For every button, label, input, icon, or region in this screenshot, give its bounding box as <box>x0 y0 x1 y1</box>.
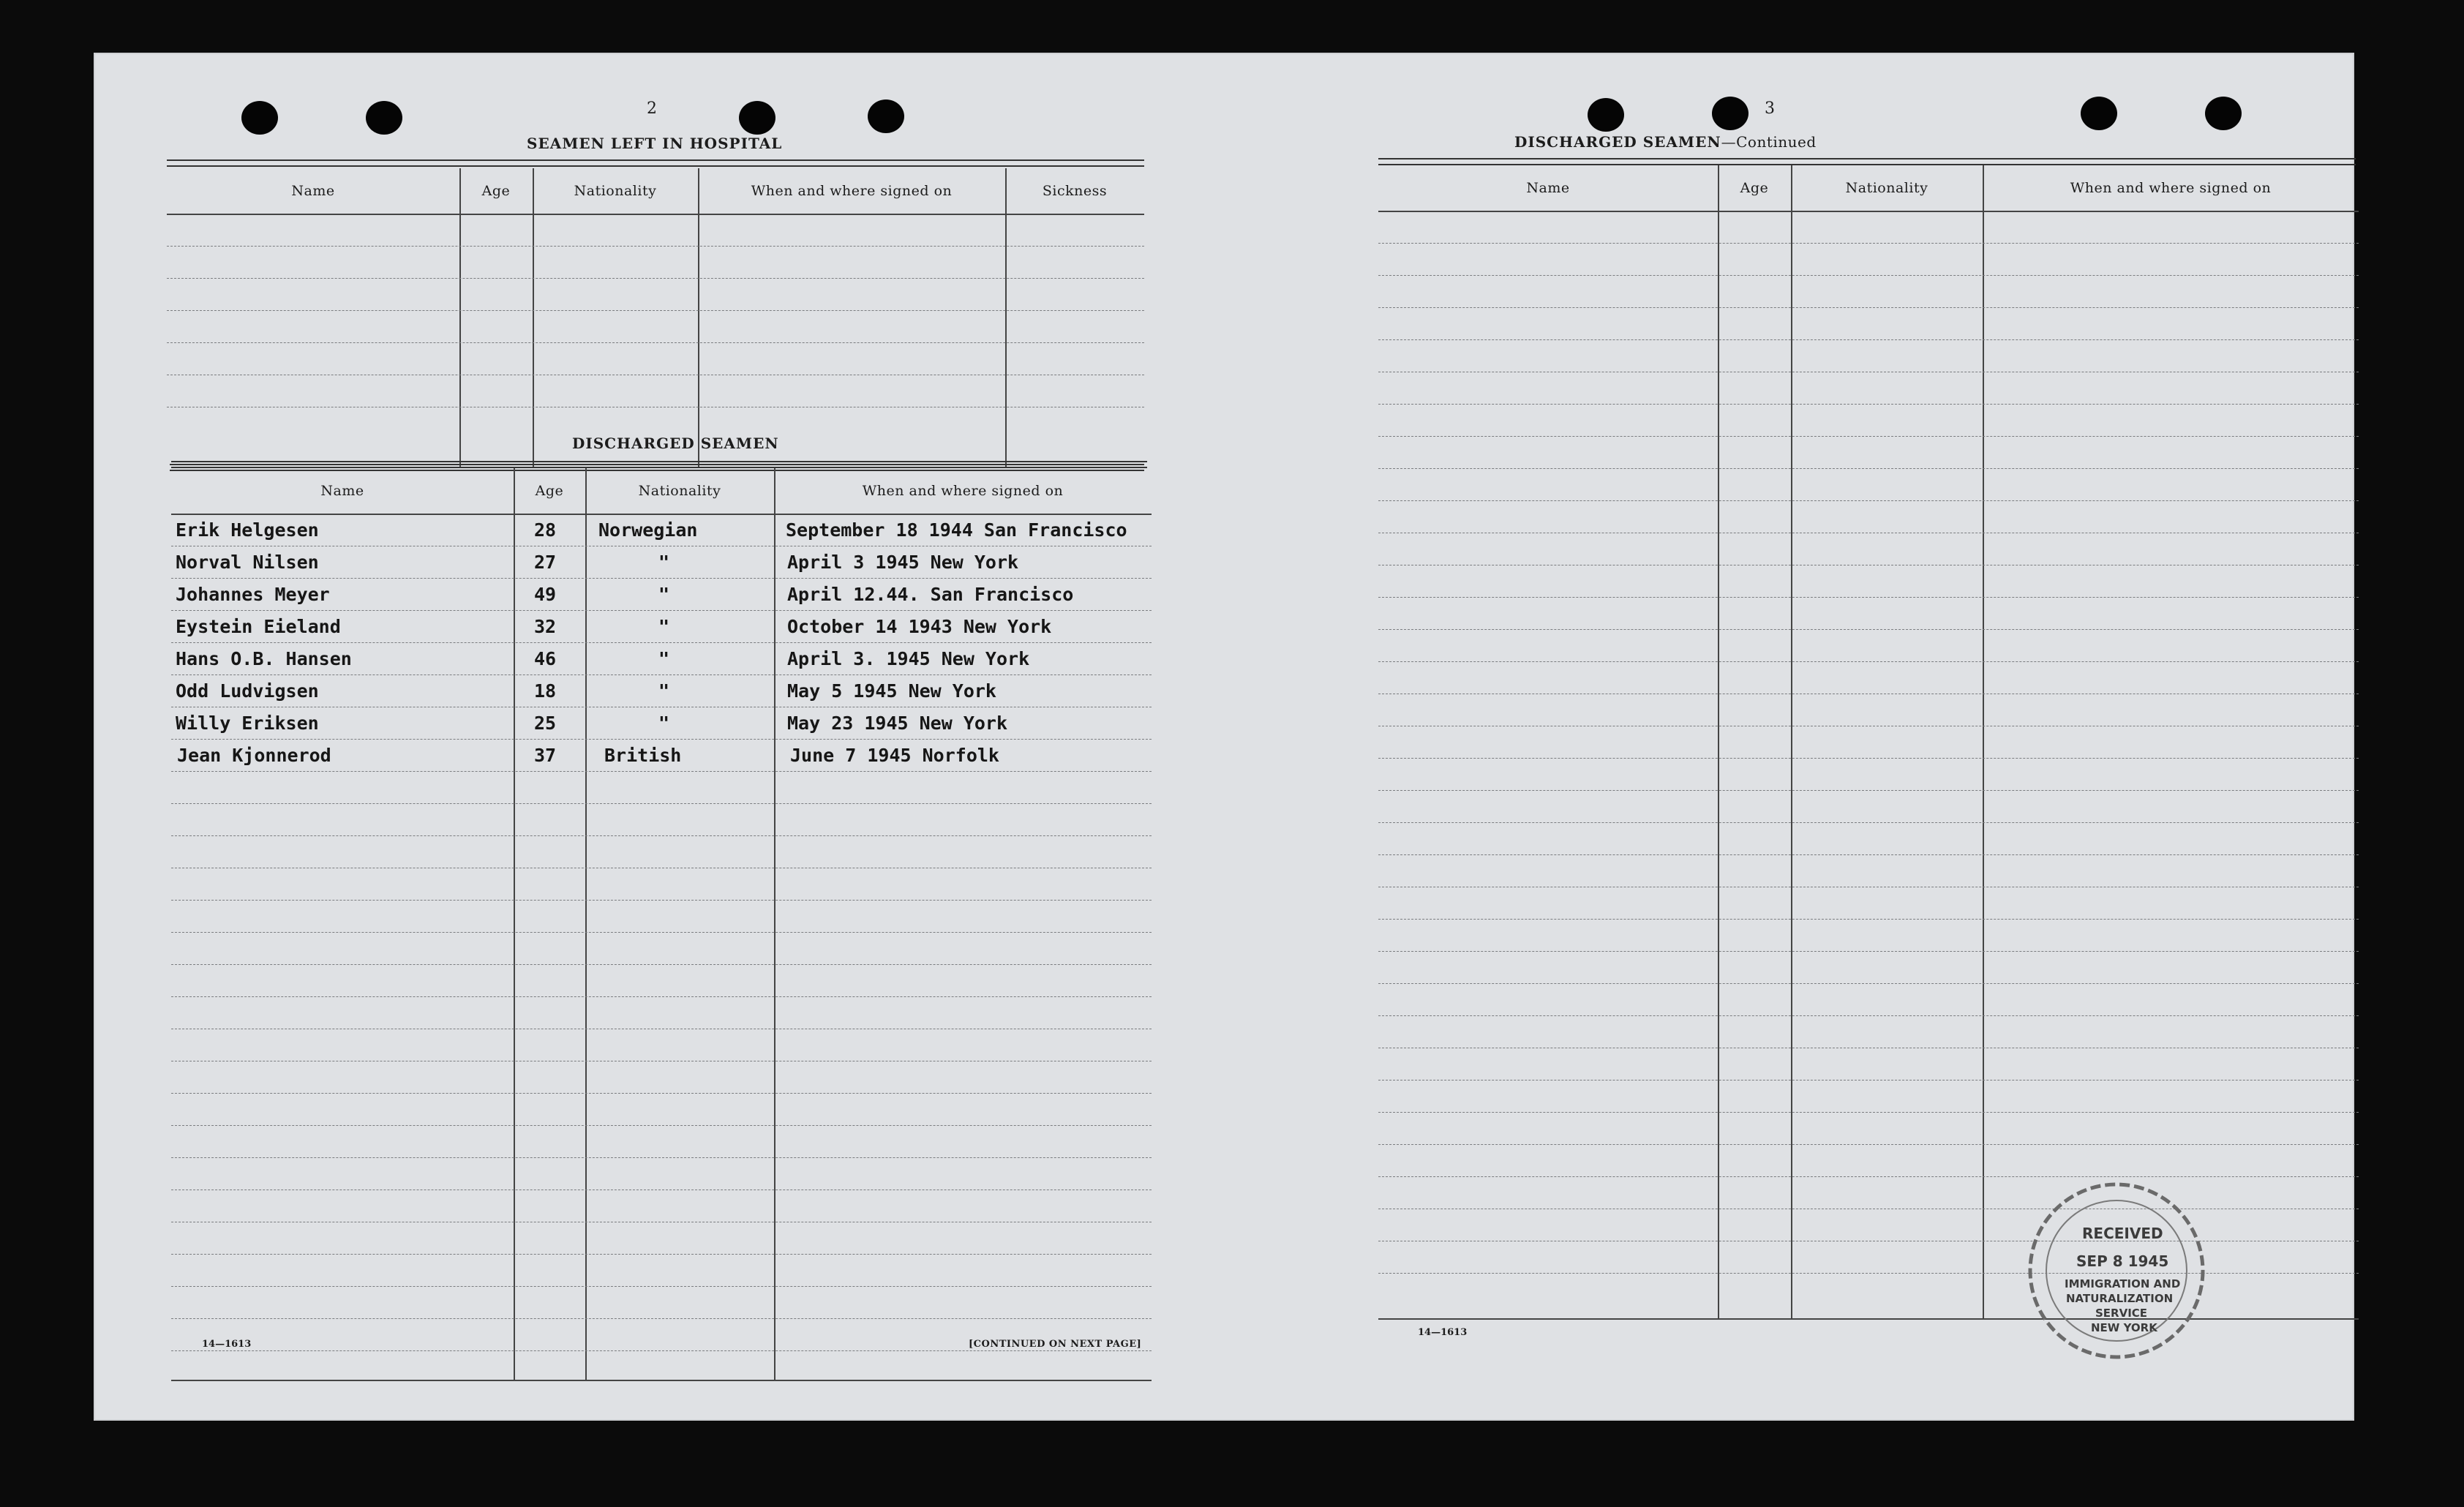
column-header: Nationality <box>638 483 721 499</box>
stamp-line: NEW YORK <box>2091 1321 2157 1334</box>
ruled-line <box>1378 1273 2359 1274</box>
nationality-cell: " <box>658 616 670 637</box>
ruled-line <box>1378 629 2359 630</box>
column-header: Age <box>535 483 564 499</box>
header-rule <box>167 214 1144 215</box>
ruled-line <box>1378 1015 2359 1016</box>
stamp-line: IMMIGRATION AND <box>2065 1277 2181 1290</box>
table-row <box>171 546 1152 578</box>
discharged-table <box>171 468 1152 1381</box>
ruled-line <box>171 1093 1152 1094</box>
ruled-line <box>1378 307 2359 308</box>
column-header: When and where signed on <box>862 483 1064 499</box>
age-cell: 46 <box>534 648 557 669</box>
ruled-line <box>1378 243 2359 244</box>
nationality-cell: " <box>658 680 670 702</box>
name-cell: Erik Helgesen <box>176 519 319 541</box>
continued-note: [CONTINUED ON NEXT PAGE] <box>969 1339 1142 1350</box>
signed-on-cell: April 3. 1945 New York <box>787 648 1030 669</box>
age-cell: 37 <box>534 745 557 766</box>
nationality-cell: " <box>658 552 670 573</box>
column-header: When and where signed on <box>751 183 953 199</box>
name-cell: Norval Nilsen <box>176 552 319 573</box>
table-row <box>171 514 1152 546</box>
ruled-line <box>1378 1176 2359 1177</box>
ruled-line <box>1378 661 2359 662</box>
ruled-line <box>171 1125 1152 1126</box>
ruled-line <box>1378 436 2359 437</box>
column-header: Age <box>1740 180 1769 196</box>
ruled-line <box>171 1157 1152 1158</box>
document-paper <box>94 53 2354 1421</box>
received-stamp <box>2025 1179 2208 1362</box>
name-cell: Eystein Eieland <box>176 616 341 637</box>
column-divider <box>1983 165 1984 1320</box>
page-number: 2 <box>647 99 657 118</box>
table-row <box>171 642 1152 674</box>
column-header: Nationality <box>1845 180 1928 196</box>
ruled-line <box>171 835 1152 836</box>
column-header: Nationality <box>574 183 657 199</box>
ruled-line <box>171 1350 1152 1351</box>
title-text: DISCHARGED SEAMEN <box>1514 133 1721 151</box>
stamp-line: SERVICE <box>2095 1307 2148 1320</box>
ruled-line <box>1378 597 2359 598</box>
ruled-line <box>171 1286 1152 1287</box>
ruled-line <box>171 771 1152 772</box>
column-header: Name <box>1526 180 1570 196</box>
signed-on-cell: May 23 1945 New York <box>787 713 1008 734</box>
column-divider <box>1791 165 1792 1320</box>
double-rule <box>167 159 1144 167</box>
ruled-line <box>1378 1144 2359 1145</box>
name-cell: Odd Ludvigsen <box>176 680 319 702</box>
ruled-line <box>1378 983 2359 984</box>
column-header: Name <box>291 183 335 199</box>
nationality-cell: Norwegian <box>598 519 698 541</box>
discharged-continued-title <box>1514 133 1817 151</box>
ruled-line <box>171 900 1152 901</box>
ruled-line <box>171 803 1152 804</box>
nationality-cell: " <box>658 713 670 734</box>
ruled-line <box>171 1318 1152 1319</box>
stamp-line: RECEIVED <box>2082 1225 2163 1242</box>
form-number: 14—1613 <box>1418 1327 1468 1338</box>
name-cell: Willy Eriksen <box>176 713 319 734</box>
ruled-line <box>1378 758 2359 759</box>
age-cell: 49 <box>534 584 557 605</box>
signed-on-cell: May 5 1945 New York <box>787 680 996 702</box>
ruled-line <box>1378 822 2359 823</box>
double-rule <box>1378 158 2356 165</box>
name-cell: Jean Kjonnerod <box>177 745 331 766</box>
table-row <box>171 674 1152 707</box>
ruled-line <box>167 310 1144 311</box>
signed-on-cell: April 3 1945 New York <box>787 552 1019 573</box>
table-row <box>171 578 1152 610</box>
signed-on-cell: June 7 1945 Norfolk <box>790 745 999 766</box>
ruled-line <box>1378 1080 2359 1081</box>
bottom-rule <box>1378 1318 2359 1320</box>
column-header: When and where signed on <box>2070 180 2272 196</box>
nationality-cell: " <box>658 648 670 669</box>
page-number: 3 <box>1765 99 1775 118</box>
signed-on-cell: September 18 1944 San Francisco <box>786 519 1127 541</box>
table-row <box>171 707 1152 739</box>
hospital-table <box>167 168 1144 468</box>
stamp-line: NATURALIZATION <box>2066 1292 2174 1305</box>
ruled-line <box>167 278 1144 279</box>
column-header: Name <box>320 483 364 499</box>
left-page <box>94 53 1220 1421</box>
column-divider <box>1718 165 1719 1320</box>
discharged-continued-table <box>1378 165 2359 1320</box>
name-cell: Johannes Meyer <box>176 584 330 605</box>
ruled-line <box>171 996 1152 997</box>
ruled-line <box>167 246 1144 247</box>
nationality-cell: " <box>658 584 670 605</box>
stamp-seal-icon <box>2025 1179 2208 1362</box>
age-cell: 28 <box>534 519 557 541</box>
ruled-line <box>171 932 1152 933</box>
column-header: Age <box>481 183 511 199</box>
ruled-line <box>1378 1112 2359 1113</box>
title-suffix: —Continued <box>1721 133 1817 151</box>
ruled-line <box>1378 854 2359 855</box>
signed-on-cell: October 14 1943 New York <box>787 616 1052 637</box>
ruled-line <box>1378 919 2359 920</box>
ruled-line <box>1378 790 2359 791</box>
table-row <box>171 610 1152 642</box>
age-cell: 25 <box>534 713 557 734</box>
hospital-section-title: SEAMEN LEFT IN HOSPITAL <box>527 135 783 152</box>
ruled-line <box>1378 404 2359 405</box>
discharged-section-title: DISCHARGED SEAMEN <box>572 435 779 452</box>
ruled-line <box>1378 500 2359 501</box>
signed-on-cell: April 12.44. San Francisco <box>787 584 1074 605</box>
ruled-line <box>1378 275 2359 276</box>
age-cell: 32 <box>534 616 557 637</box>
age-cell: 18 <box>534 680 557 702</box>
bottom-rule <box>171 1380 1152 1381</box>
ruled-line <box>171 1254 1152 1255</box>
ruled-line <box>1378 951 2359 952</box>
header-rule <box>1378 211 2359 212</box>
column-header: Sickness <box>1042 183 1108 199</box>
age-cell: 27 <box>534 552 557 573</box>
stamp-line: SEP 8 1945 <box>2076 1252 2169 1270</box>
ruled-line <box>171 964 1152 965</box>
ruled-line <box>167 342 1144 343</box>
form-number: 14—1613 <box>202 1339 252 1350</box>
ruled-line <box>1378 339 2359 340</box>
double-rule <box>171 461 1147 468</box>
table-row <box>171 739 1152 771</box>
nationality-cell: British <box>604 745 682 766</box>
ruled-line <box>1378 468 2359 469</box>
name-cell: Hans O.B. Hansen <box>176 648 352 669</box>
